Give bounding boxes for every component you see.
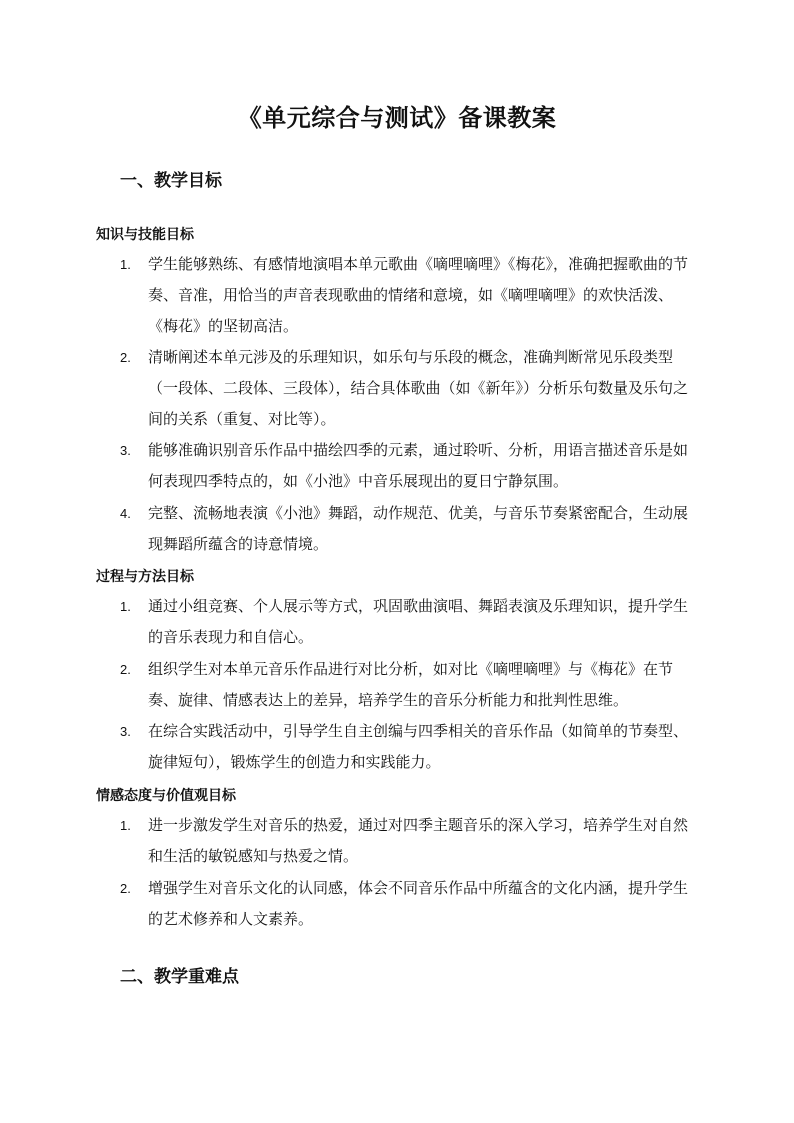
list-text: 组织学生对本单元音乐作品进行对比分析，如对比《嘀哩嘀哩》与《梅花》在节奏、旋律、情感表达上的差异，培养学生的音乐分析能力和批判性思维。	[148, 660, 674, 709]
list-number: 2.	[120, 662, 131, 677]
list-item	[120, 249, 690, 342]
list-item	[120, 654, 690, 716]
group-label-knowledge: 知识与技能目标	[96, 227, 194, 243]
list-item	[120, 716, 690, 778]
list-item	[120, 591, 690, 653]
list-text: 通过小组竞赛、个人展示等方式，巩固歌曲演唱、舞蹈表演及乐理知识，提升学生的音乐表现力和自信心。	[148, 597, 689, 646]
section-heading-key-points: 二、教学重难点	[120, 967, 239, 987]
list-number: 3.	[120, 724, 131, 739]
list-text: 进一步激发学生对音乐的热爱，通过对四季主题音乐的深入学习，培养学生对自然和生活的敏锐感知与热爱之情。	[148, 816, 689, 865]
list-text: 学生能够熟练、有感情地演唱本单元歌曲《嘀哩嘀哩》《梅花》，准确把握歌曲的节奏、音准，用恰当的声音表现歌曲的情绪和意境，如《嘀哩嘀哩》的欢快活泼、《梅花》的坚韧高洁。	[148, 255, 689, 335]
list-item	[120, 873, 690, 935]
group-label-values: 情感态度与价值观目标	[96, 788, 236, 804]
list-item	[120, 810, 690, 872]
list-text: 清晰阐述本单元涉及的乐理知识，如乐句与乐段的概念，准确判断常见乐段类型（一段体、二段体、三段体），结合具体歌曲（如《新年》）分析乐句数量及乐句之间的关系（重复、对比等）。	[148, 348, 689, 428]
list-number: 1.	[120, 818, 131, 833]
list-number: 1.	[120, 599, 131, 614]
list-item	[120, 342, 690, 435]
list-item	[120, 435, 690, 497]
list-number: 1.	[120, 257, 131, 272]
list-text: 增强学生对音乐文化的认同感，体会不同音乐作品中所蕴含的文化内涵，提升学生的艺术修养和人文素养。	[148, 879, 689, 928]
section-heading-objectives: 一、教学目标	[120, 171, 222, 191]
list-number: 3.	[120, 443, 131, 458]
list-text: 能够准确识别音乐作品中描绘四季的元素，通过聆听、分析，用语言描述音乐是如何表现四季特点的，如《小池》中音乐展现出的夏日宁静氛围。	[148, 441, 689, 490]
page-title: 《单元综合与测试》备课教案	[237, 104, 557, 132]
list-number: 4.	[120, 506, 131, 521]
list-text: 完整、流畅地表演《小池》舞蹈，动作规范、优美，与音乐节奏紧密配合，生动展现舞蹈所蕴含的诗意情境。	[148, 504, 689, 553]
list-item	[120, 498, 690, 560]
group-label-process: 过程与方法目标	[96, 569, 194, 585]
list-number: 2.	[120, 350, 131, 365]
list-number: 2.	[120, 881, 131, 896]
list-text: 在综合实践活动中，引导学生自主创编与四季相关的音乐作品（如简单的节奏型、旋律短句），锻炼学生的创造力和实践能力。	[148, 722, 689, 771]
